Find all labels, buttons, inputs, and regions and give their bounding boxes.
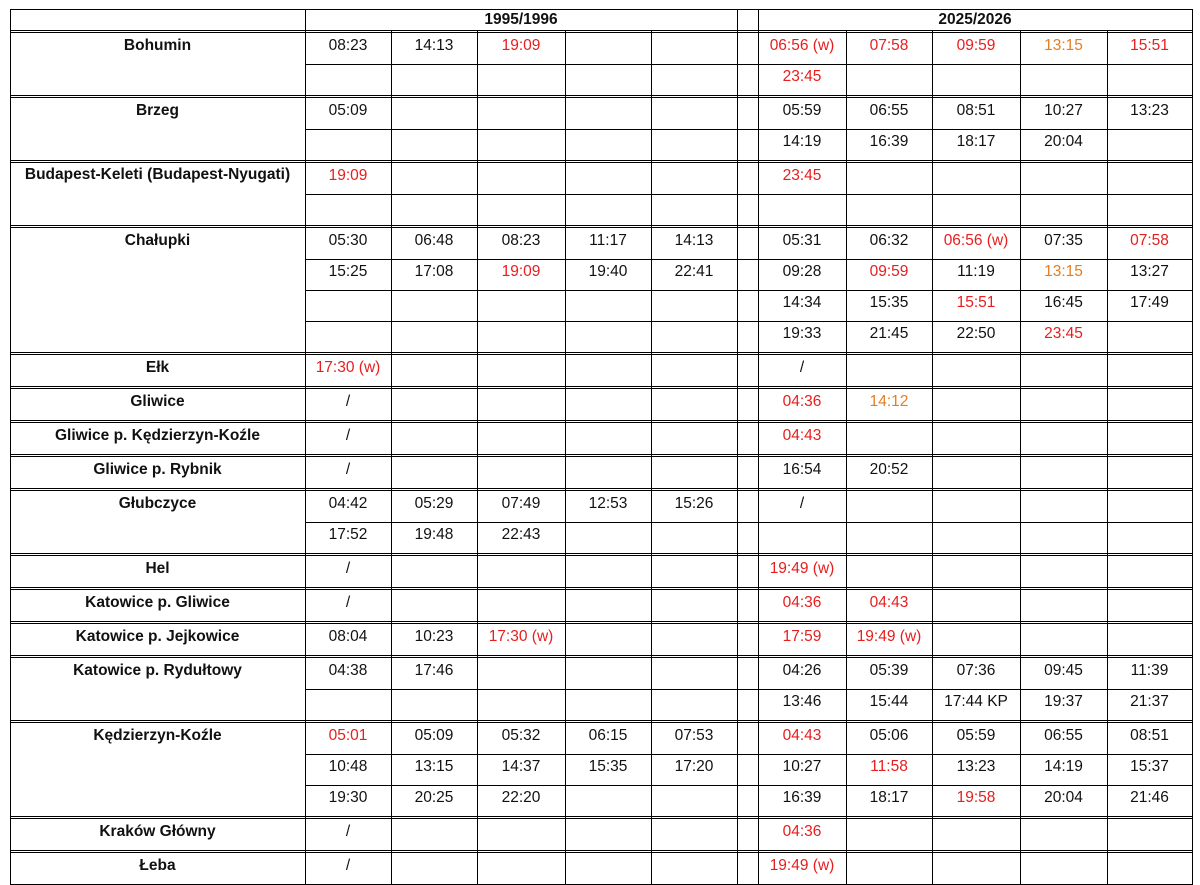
departure-time: 14:19 [782,133,822,150]
departure-time: 15:51 [1130,37,1169,54]
departure-time: 18:17 [869,789,909,806]
row-rule [10,553,1192,554]
departure-time: / [345,427,351,444]
departure-time: 19:58 [956,789,996,806]
departure-time: 19:30 [328,789,368,806]
departure-time: 16:45 [1044,294,1083,311]
departure-time: 17:08 [414,263,454,280]
departure-time: 15:44 [869,693,909,710]
row-rule [10,225,1192,226]
departure-time: 17:49 [1130,294,1169,311]
row-rule [10,655,1192,656]
station-name: Kędzierzyn-Koźle [93,727,222,744]
station-name: Brzeg [135,102,180,119]
departure-time: 11:17 [589,232,627,249]
departure-time: 08:51 [956,102,996,119]
departure-time: 05:29 [414,495,454,512]
station-name: Łeba [139,857,176,874]
row-rule [10,488,1192,489]
season-header-1995-1996: 1995/1996 [484,11,558,28]
column-rule [477,30,478,884]
departure-time: 10:27 [1044,102,1083,119]
departure-time: 14:19 [1044,758,1083,775]
row-rule [10,587,1192,588]
column-rule [391,30,392,884]
departure-time: 09:45 [1044,662,1083,679]
station-name: Gliwice p. Kędzierzyn-Koźle [55,427,260,444]
departure-time: 04:43 [782,727,822,744]
station-name: Bohumin [123,37,192,54]
departure-time: / [345,823,351,840]
departure-time: 19:49 (w) [769,857,835,874]
departure-time: 13:46 [782,693,822,710]
departure-time: 09:59 [869,263,909,280]
row-rule [10,160,1192,161]
departure-time: 14:34 [782,294,822,311]
station-name: Chałupki [124,232,191,249]
departure-time: 04:36 [782,823,822,840]
departure-time: 05:09 [328,102,368,119]
station-name: Katowice p. Gliwice [85,594,230,611]
departure-time: 09:59 [956,37,996,54]
station-name: Głubczyce [118,495,197,512]
column-rule [10,9,11,884]
departure-time: 06:32 [869,232,909,249]
departure-time: 06:55 [1044,727,1083,744]
departure-time: 04:38 [328,662,368,679]
departure-time: 05:32 [501,727,541,744]
row-rule [10,850,1192,851]
departure-time: 17:59 [782,628,822,645]
departure-time: 19:49 (w) [856,628,922,645]
departure-time: 04:26 [782,662,822,679]
departure-time: 07:58 [869,37,909,54]
departure-time: 04:36 [782,393,822,410]
departure-time: 16:54 [782,461,822,478]
departure-time: 07:49 [501,495,541,512]
departure-time: 15:35 [869,294,909,311]
column-rule [932,30,933,884]
column-rule [1020,30,1021,884]
departure-time: 15:35 [588,758,628,775]
departure-time: 21:46 [1130,789,1169,806]
departure-time: 16:39 [782,789,822,806]
departure-time: 07:53 [674,727,714,744]
departure-time: 17:30 (w) [315,359,381,376]
departure-time: 19:09 [501,263,541,280]
departure-time: 14:37 [501,758,541,775]
departure-time: 06:48 [414,232,454,249]
station-name: Budapest-Keleti (Budapest-Nyugati) [24,166,291,183]
departure-time: 21:37 [1130,693,1169,710]
departure-time: 05:01 [328,727,368,744]
row-rule [10,621,1192,622]
departure-time: 04:42 [328,495,368,512]
departure-time: 13:15 [1044,263,1083,280]
column-rule [651,30,652,884]
departure-time: 19:09 [328,167,368,184]
departure-time: 05:59 [782,102,822,119]
departure-time: 05:30 [328,232,368,249]
departure-time: 20:25 [414,789,454,806]
departure-time: 19:40 [588,263,628,280]
column-rule [758,9,759,884]
departure-time: 11:58 [870,758,908,775]
departure-time: 10:27 [782,758,822,775]
row-rule [10,352,1192,353]
departure-time: 08:23 [328,37,368,54]
departure-time: 13:15 [1044,37,1083,54]
departure-time: 23:45 [1044,325,1083,342]
station-name: Gliwice [130,393,185,410]
departure-time: 14:12 [869,393,909,410]
station-name: Katowice p. Rydułtowy [73,662,242,679]
departure-time: 06:56 (w) [769,37,835,54]
departure-time: 05:39 [869,662,909,679]
row-rule [10,386,1192,387]
column-rule [846,30,847,884]
departure-time: 06:15 [588,727,628,744]
departure-time: 14:13 [674,232,714,249]
column-rule [1192,9,1193,885]
departure-time: 04:43 [869,594,909,611]
departure-time: 19:37 [1044,693,1083,710]
departure-time: / [799,495,805,512]
departure-time: 20:52 [869,461,909,478]
departure-time: 08:23 [501,232,541,249]
departure-time: 13:15 [414,758,454,775]
departure-time: / [345,560,351,577]
departure-time: 22:43 [501,526,541,543]
departure-time: / [345,461,351,478]
departure-time: / [345,594,351,611]
departure-time: 23:45 [782,68,822,85]
departure-time: 10:23 [414,628,454,645]
station-name: Kraków Główny [99,823,216,840]
departure-time: / [799,359,805,376]
station-name: Hel [145,560,170,577]
row-rule [10,30,1192,31]
row-rule [10,816,1192,817]
column-rule [305,9,306,884]
row-rule [305,64,1192,65]
departure-time: 09:28 [782,263,822,280]
departure-time: 07:35 [1044,232,1083,249]
departure-time: 07:36 [956,662,996,679]
departure-time: 05:59 [956,727,996,744]
row-rule [10,454,1192,455]
column-rule [565,30,566,884]
departure-time: 19:33 [782,325,822,342]
departure-time: 15:26 [674,495,714,512]
departure-time: 19:09 [501,37,541,54]
departure-time: 21:45 [869,325,909,342]
departure-time: 04:36 [782,594,822,611]
departure-time: 10:48 [328,758,368,775]
station-name: Gliwice p. Rybnik [93,461,222,478]
departure-time: 13:23 [1130,102,1169,119]
departure-time: 15:37 [1130,758,1169,775]
departure-time: 19:49 (w) [769,560,835,577]
departure-time: 14:13 [414,37,454,54]
departure-time: 13:23 [956,758,996,775]
departure-time: 08:51 [1130,727,1169,744]
departure-time: 17:20 [674,758,714,775]
row-rule [10,95,1192,96]
departure-time: 12:53 [588,495,628,512]
departure-time: / [345,857,351,874]
column-rule [1107,30,1108,884]
departure-time: 04:43 [782,427,822,444]
departure-time: 08:04 [328,628,368,645]
departure-time: 05:09 [414,727,454,744]
departure-time: 06:56 (w) [943,232,1009,249]
station-name: Ełk [145,359,170,376]
departure-time: 13:27 [1130,263,1169,280]
departure-time: 05:06 [869,727,909,744]
column-rule [737,9,738,884]
departure-time: 22:41 [674,263,714,280]
season-header-2025-2026: 2025/2026 [938,11,1012,28]
departure-time: 20:04 [1044,133,1083,150]
departure-time: 19:48 [414,526,454,543]
departure-time: 05:31 [782,232,822,249]
departure-time: 22:50 [956,325,996,342]
station-name: Katowice p. Jejkowice [75,628,240,645]
departure-time: / [345,393,351,410]
departure-time: 17:52 [328,526,368,543]
departure-time: 15:25 [328,263,368,280]
departure-time: 11:39 [1130,662,1169,679]
row-rule [10,162,1192,163]
departure-time: 15:51 [956,294,996,311]
row-rule [10,420,1192,421]
departure-time: 06:55 [869,102,909,119]
row-rule [305,194,1192,195]
departure-time: 17:44 KP [944,693,1008,710]
departure-time: 11:19 [957,263,995,280]
departure-time: 17:46 [414,662,454,679]
departure-time: 17:30 (w) [488,628,554,645]
departure-time: 16:39 [869,133,909,150]
departure-time: 23:45 [782,167,822,184]
departure-time: 18:17 [956,133,996,150]
departure-time: 07:58 [1130,232,1169,249]
row-rule [10,720,1192,721]
departure-time: 22:20 [501,789,541,806]
departure-time: 20:04 [1044,789,1083,806]
